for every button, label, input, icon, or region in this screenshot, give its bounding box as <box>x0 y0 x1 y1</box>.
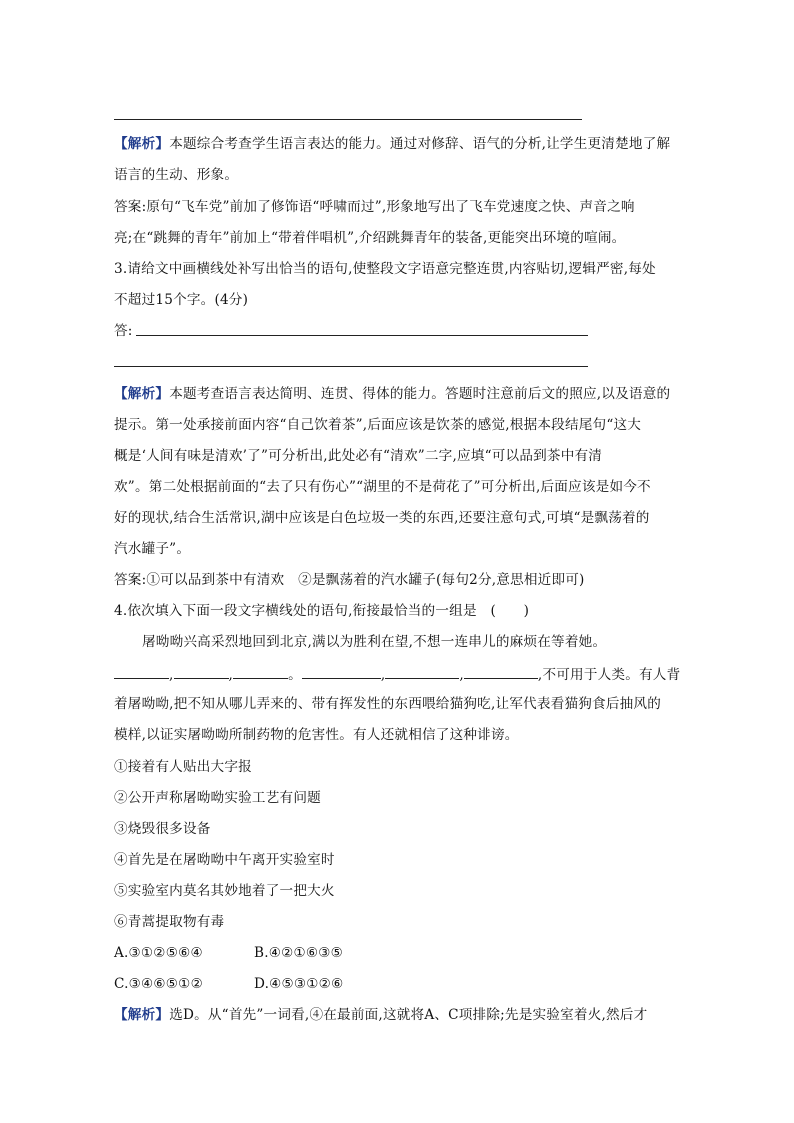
fill-blank[interactable] <box>302 664 381 679</box>
option-d[interactable]: D.④⑤③①②⑥ <box>254 976 344 992</box>
analysis-2-line-1: 【解析】本题考查语言表达简明、连贯、得体的能力。答题时注意前后文的照应,以及语意的 <box>114 386 671 402</box>
sentence-item: ①接着有人贴出大字报 <box>114 759 252 775</box>
answer-2: 答案:①可以品到茶中有清欢 ②是飘荡着的汽水罐子(每句2分,意思相近即可) <box>114 572 585 588</box>
question-4-stem: 4.依次填入下面一段文字横线处的语句,衔接最恰当的一组是 ( ) <box>114 603 530 619</box>
option-a[interactable]: A.③①②⑤⑥④ <box>114 945 203 961</box>
fill-blank[interactable] <box>233 664 288 679</box>
question-4-paragraph-line-1: 屠呦呦兴高采烈地回到北京,满以为胜利在望,不想一连串儿的麻烦在等着她。 <box>142 634 607 650</box>
sentence-item: ⑤实验室内莫名其妙地着了一把大火 <box>114 883 335 899</box>
sentence-item: ⑥青蒿提取物有毒 <box>114 914 225 930</box>
analysis-4-line-1: 【解析】选D。从“首先”一词看,④在最前面,这就将A、C项排除;先是实验室着火,然后才 <box>114 1007 648 1023</box>
answer-1-line-1: 答案:原句“飞车党”前加了修饰语“呼啸而过”,形象地写出了飞车党速度之快、声音之响 <box>114 199 635 215</box>
option-b[interactable]: B.④②①⑥③⑤ <box>254 945 344 961</box>
analysis-1-line-1: 【解析】本题综合考查学生语言表达的能力。通过对修辞、语气的分析,让学生更清楚地了解 <box>114 136 671 152</box>
analysis-2-line-2: 提示。第一处承接前面内容“自己饮着茶”,后面应该是饮茶的感觉,根据本段结尾句“这大 <box>114 417 642 433</box>
question-3-line-1: 3.请给文中画横线处补写出恰当的语句,使整段文字语意完整连贯,内容贴切,逻辑严密,每处 <box>114 261 656 277</box>
sentence-item: ④首先是在屠呦呦中午离开实验室时 <box>114 852 335 868</box>
question-4-paragraph-line-4: 模样,以证实屠呦呦所制药物的危害性。有人还就相信了这种诽谤。 <box>114 727 519 743</box>
analysis-2-line-3: 概是‘人间有味是清欢’了”可分析出,此处必有“清欢”二字,应填“可以品到茶中有清 <box>114 448 603 464</box>
analysis-tag: 【解析】 <box>114 136 170 152</box>
fill-blank[interactable] <box>385 664 459 679</box>
option-c[interactable]: C.③④⑥⑤①② <box>114 976 203 992</box>
analysis-tag: 【解析】 <box>114 386 170 402</box>
sentence-item: ②公开声称屠呦呦实验工艺有问题 <box>114 790 321 806</box>
analysis-2-line-6: 汽水罐子”。 <box>114 541 191 557</box>
analysis-tag: 【解析】 <box>114 1007 170 1023</box>
question-4-paragraph-line-3: 着屠呦呦,把不知从哪儿弄来的、带有挥发性的东西喂给猫狗吃,让军代表看猫狗食后抽风的 <box>114 696 661 712</box>
question-3-line-2: 不超过15个字。(4分) <box>114 292 249 308</box>
answer-blank-line-2[interactable] <box>114 366 588 367</box>
answer-blank-line-1[interactable] <box>136 335 588 336</box>
sentence-item: ③烧毁很多设备 <box>114 821 211 837</box>
analysis-2-line-5: 好的现状,结合生活常识,湖中应该是白色垃圾一类的东西,还要注意句式,可填“是飘荡着的 <box>114 510 650 526</box>
question-4-paragraph-line-2: , , 。 , , ,不可用于人类。有人背 <box>114 664 680 684</box>
question-3-answer-label: 答: <box>114 323 133 339</box>
answer-1-line-2: 亮;在“跳舞的青年”前加上“带着伴唱机”,介绍跳舞青年的装备,更能突出环境的喧闹。 <box>114 230 626 246</box>
analysis-1-line-2: 语言的生动、形象。 <box>114 167 239 183</box>
analysis-2-line-4: 欢”。第二处根据前面的“去了只有伤心”“湖里的不是荷花了”可分析出,后面应该是如今不 <box>114 479 651 495</box>
top-answer-line <box>114 119 582 120</box>
fill-blank[interactable] <box>464 664 538 679</box>
fill-blank[interactable] <box>174 664 229 679</box>
fill-blank[interactable] <box>114 664 169 679</box>
